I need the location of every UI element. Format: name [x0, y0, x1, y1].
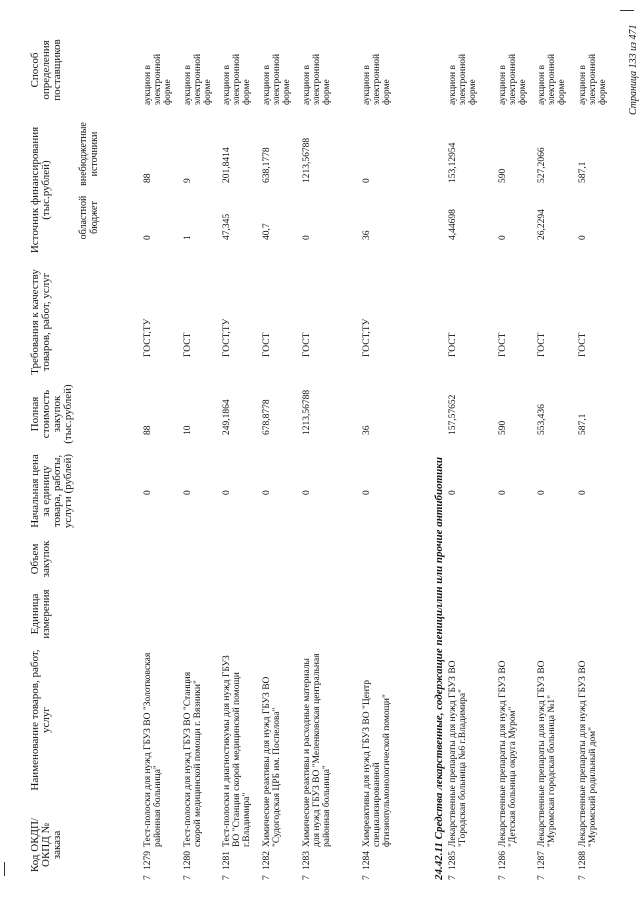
- row-number: 1286: [498, 851, 508, 870]
- row-name: Тест-полоски для нужд ГБУЗ ВО "Станция скорой медицинской помощи г. Вязники": [183, 671, 203, 847]
- row-code: 7: [578, 875, 588, 880]
- row-code: 7: [183, 875, 193, 880]
- row-code: 7: [498, 875, 508, 880]
- row-method: аукцион в электронной форме: [362, 53, 392, 105]
- row-total: 590: [498, 420, 508, 435]
- row-init-price: 0: [262, 490, 272, 495]
- header-volume: Объем закупок: [29, 540, 52, 578]
- header-fin-external: внебюджетные источники: [78, 122, 100, 186]
- row-quality-req: ГОСТ,ТУ: [143, 318, 153, 357]
- row-total: 678,8778: [262, 399, 272, 435]
- row-total: 10: [183, 425, 193, 435]
- row-init-price: 0: [143, 490, 153, 495]
- row-number: 1287: [537, 851, 547, 870]
- row-name: Химические реактивы и расходные материалы для нужд ГБУЗ ВО "Меленковская центральная районная больница": [302, 653, 332, 847]
- row-fin-regional: 0: [302, 235, 312, 240]
- row-fin-regional: 0: [498, 235, 508, 240]
- row-quality-req: ГОСТ,ТУ: [362, 318, 372, 357]
- scan-mark: [620, 10, 634, 11]
- row-quality-req: ГОСТ: [302, 332, 312, 357]
- row-fin-external: 0: [362, 178, 372, 183]
- row-method: аукцион в электронной форме: [578, 53, 608, 105]
- row-method: аукцион в электронной форме: [302, 53, 332, 105]
- row-fin-regional: 0: [143, 235, 153, 240]
- row-number: 1288: [578, 851, 588, 870]
- row-name: Химреактивы для нужд ГБУЗ ВО "Центр специализированной фтизиопульмонологической помощи": [362, 679, 392, 847]
- row-fin-external: 590: [498, 168, 508, 183]
- row-quality-req: ГОСТ: [578, 332, 588, 357]
- row-code: 7: [448, 875, 458, 880]
- row-method: аукцион в электронной форме: [222, 53, 252, 105]
- row-init-price: 0: [448, 490, 458, 495]
- row-init-price: 0: [578, 490, 588, 495]
- row-total: 553,436: [537, 404, 547, 435]
- row-quality-req: ГОСТ: [448, 332, 458, 357]
- row-method: аукцион в электронной форме: [448, 53, 478, 105]
- row-init-price: 0: [222, 490, 232, 495]
- row-init-price: 0: [302, 490, 312, 495]
- header-name: Наименование товаров, работ, услуг: [29, 649, 52, 791]
- row-init-price: 0: [183, 490, 193, 495]
- row-total: 1213,56788: [302, 389, 312, 435]
- header-fin: Источник финансирования (тыс.рублей): [29, 126, 52, 254]
- row-code: 7: [302, 875, 312, 880]
- row-code: 7: [362, 875, 372, 880]
- row-total: 157,57652: [448, 394, 458, 435]
- row-fin-regional: 47,345: [222, 213, 232, 240]
- header-req: Требования к качеству товаров, работ, услуг: [29, 269, 52, 375]
- row-fin-external: 88: [143, 173, 153, 183]
- row-total: 88: [143, 425, 153, 435]
- row-total: 587,1: [578, 413, 588, 435]
- row-name: Лекарственные препараты для нужд ГБУЗ ВО "Детская больница округа Муром": [498, 660, 518, 847]
- row-quality-req: ГОСТ,ТУ: [222, 318, 232, 357]
- row-number: 1284: [362, 851, 372, 870]
- row-method: аукцион в электронной форме: [498, 53, 528, 105]
- row-total: 36: [362, 425, 372, 435]
- header-code: Код ОКДП/ ОКПД № заказа: [29, 817, 63, 873]
- row-fin-external: 9: [183, 178, 193, 183]
- row-quality-req: ГОСТ: [262, 332, 272, 357]
- row-init-price: 0: [537, 490, 547, 495]
- row-fin-regional: 0: [578, 235, 588, 240]
- row-fin-external: 201,8414: [222, 147, 232, 183]
- header-init-price: Начальная цена за единицу товара, работы, услуги (рублей): [29, 453, 74, 529]
- row-name: Химические реактивы для нужд ГБУЗ ВО "Судогодская ЦРБ им. Поспелова": [262, 676, 282, 847]
- row-method: аукцион в электронной форме: [143, 53, 173, 105]
- row-name: Лекарственные препараты для нужд ГБУЗ ВО "Муромский родильный дом": [578, 660, 598, 847]
- row-name: Тест-полоски и диагностикумы для нужд ГБУЗ ВО "Станция скорой медицинской помощи г.Владимира": [222, 655, 252, 847]
- row-fin-regional: 40,7: [262, 223, 272, 240]
- row-fin-regional: 36: [362, 230, 372, 240]
- row-number: 1282: [262, 851, 272, 870]
- section-heading: 24.42.11 Средства лекарственные, содержащие пенициллин или прочие антибиотики: [433, 457, 445, 880]
- row-fin-external: 638,1778: [262, 147, 272, 183]
- row-code: 7: [537, 875, 547, 880]
- row-number: 1285: [448, 851, 458, 870]
- row-fin-external: 153,12954: [448, 142, 458, 183]
- row-fin-external: 1213,56788: [302, 137, 312, 183]
- row-method: аукцион в электронной форме: [183, 53, 213, 105]
- row-quality-req: ГОСТ: [537, 332, 547, 357]
- row-code: 7: [143, 875, 153, 880]
- row-code: 7: [222, 875, 232, 880]
- page-number: Страница 133 из 471: [628, 24, 639, 115]
- row-fin-regional: 26,2294: [537, 209, 547, 240]
- row-fin-external: 527,2066: [537, 147, 547, 183]
- scan-mark: [4, 862, 5, 876]
- header-fin-regional: областной бюджет: [78, 195, 100, 240]
- row-quality-req: ГОСТ: [498, 332, 508, 357]
- row-name: Тест-полоски для нужд ГБУЗ ВО "Золотковская районная больница": [143, 652, 163, 847]
- row-init-price: 0: [498, 490, 508, 495]
- row-name: Лекарственные препараты для нужд ГБУЗ ВО "Муромская городская больница №1": [537, 660, 557, 847]
- row-method: аукцион в электронной форме: [537, 53, 567, 105]
- row-init-price: 0: [362, 490, 372, 495]
- row-method: аукцион в электронной форме: [262, 53, 292, 105]
- row-number: 1280: [183, 851, 193, 870]
- row-fin-external: 587,1: [578, 161, 588, 183]
- row-total: 249,1864: [222, 399, 232, 435]
- row-number: 1283: [302, 851, 312, 870]
- header-method: Способ определения поставщиков: [29, 39, 63, 101]
- header-unit: Единица измерения: [29, 589, 52, 639]
- header-total: Полная стоимость закупок (тыс.рублей): [29, 384, 74, 444]
- row-number: 1279: [143, 851, 153, 870]
- row-fin-regional: 1: [183, 235, 193, 240]
- row-fin-regional: 4,44698: [448, 209, 458, 240]
- row-number: 1281: [222, 851, 232, 870]
- row-code: 7: [262, 875, 272, 880]
- row-quality-req: ГОСТ: [183, 332, 193, 357]
- row-name: Лекарственные препараты для нужд ГБУЗ ВО "Городская больница №6 г.Владимира": [448, 660, 468, 847]
